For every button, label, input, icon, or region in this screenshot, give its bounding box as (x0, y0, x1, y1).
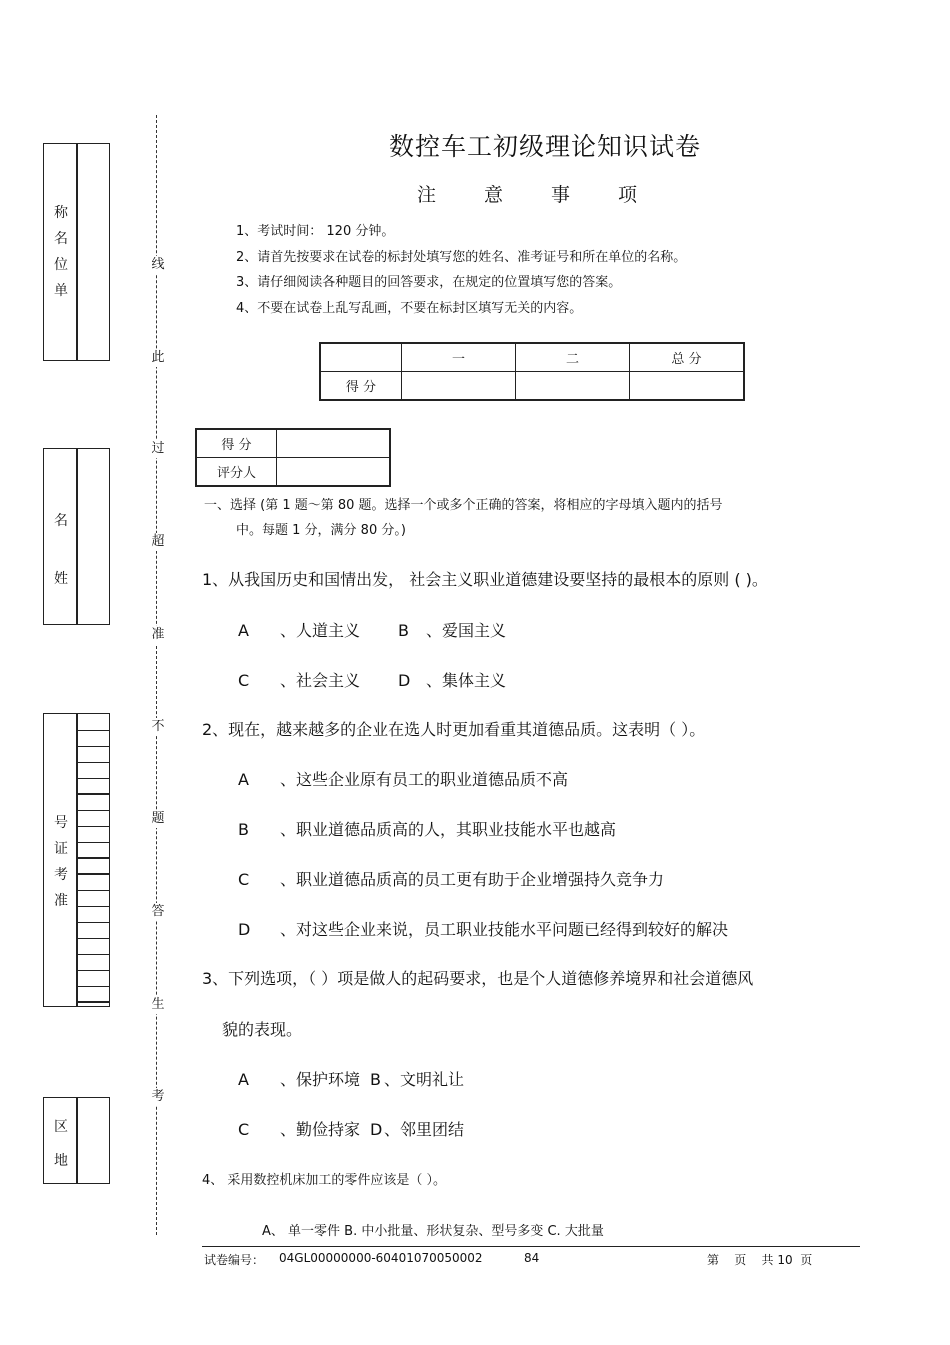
question-text: 4、 采用数控机床加工的零件应该是（ ）。 (202, 1173, 447, 1188)
option-text: 、职业道德品质高的员工更有助于企业增强持久竞争力 (280, 870, 665, 889)
seal-word: 考 (148, 1088, 168, 1106)
option-row: A、 单一零件 B. 中小批量、形状复杂、型号多变 C. 大批量 (262, 1224, 604, 1239)
option-text: 、这些企业原有员工的职业道德品质不高 (280, 770, 569, 789)
seal-word: 超 (148, 533, 168, 551)
option-letter: C (238, 1120, 250, 1139)
score-header-cell: 总 分 (630, 343, 745, 372)
grader-score-label: 得 分 (196, 429, 277, 458)
seal-word: 线 (148, 256, 168, 274)
seal-word: 生 (148, 996, 168, 1014)
option-letter: A (238, 770, 249, 789)
option-letter: C (238, 870, 250, 889)
score-table (319, 342, 745, 401)
option-letter: B (370, 1070, 381, 1089)
option-text: 、保护环境 (280, 1070, 361, 1089)
grader-table (195, 428, 391, 487)
option-row (238, 1067, 464, 1090)
option-row (238, 867, 664, 890)
question-text: 1、从我国历史和国情出发， 社会主义职业道德建设要坚持的最根本的原则 ( )。 (202, 570, 768, 589)
option-letter: A (238, 1070, 249, 1089)
score-cell[interactable] (516, 372, 630, 401)
option-letter: D (238, 920, 251, 939)
exam-id-digit-grid (76, 715, 110, 1005)
seal-word: 此 (148, 349, 168, 367)
notice-heading: 注 意 事 项 (416, 184, 644, 206)
option-row (238, 917, 728, 940)
notice-item: 4、不要在试卷上乱写乱画，不要在标封区填写无关的内容。 (236, 301, 583, 316)
section-instruction: 中。每题 1 分，满分 80 分。) (236, 523, 406, 538)
option-row (238, 767, 568, 790)
seal-word: 不 (148, 718, 168, 736)
option-text: 、人道主义 (280, 621, 361, 640)
option-letter: D (370, 1120, 383, 1139)
option-row (238, 668, 506, 691)
footer-code-value: 04GL00000000-60401070050002 (279, 1251, 483, 1265)
option-letter: B (238, 820, 249, 839)
option-text: 、社会主义 (280, 671, 361, 690)
section-instruction: 一、选择 (第 1 题～第 80 题。选择一个或多个正确的答案，将相应的字母填入题内的括号 (204, 498, 723, 513)
option-text: 、对这些企业来说，员工职业技能水平问题已经得到较好的解决 (280, 920, 729, 939)
footer-page-indicator: 第 页 共 10 页 (707, 1253, 813, 1267)
option-letter: C (238, 671, 250, 690)
option-row (238, 618, 506, 641)
region-label: 区 地 (54, 1119, 68, 1169)
option-text: 、爱国主义 (426, 621, 507, 640)
seal-word: 准 (148, 626, 168, 644)
unit-name-label: 称 名 位 单 (54, 205, 68, 299)
seal-dashed-line (156, 115, 157, 1235)
notice-item: 2、请首先按要求在试卷的标封处填写您的姓名、准考证号和所在单位的名称。 (236, 250, 687, 265)
grader-name-label: 评分人 (196, 458, 277, 487)
page-title: 数控车工初级理论知识试卷 (388, 132, 701, 161)
score-cell[interactable] (402, 372, 516, 401)
question-text: 2、现在，越来越多的企业在选人时更加看重其道德品质。这表明（ ）。 (202, 720, 706, 739)
notice-item: 3、请仔细阅读各种题目的回答要求，在规定的位置填写您的答案。 (236, 275, 622, 290)
score-header-cell: 一 (402, 343, 516, 372)
option-text: 、职业道德品质高的人，其职业技能水平也越高 (280, 820, 617, 839)
exam-id-label: 号 证 考 准 (54, 815, 68, 909)
score-header-cell: 二 (516, 343, 630, 372)
question-text: 3、下列选项，（ ）项是做人的起码要求，也是个人道德修养境界和社会道德风 (202, 969, 754, 988)
footer-code-label: 试卷编号： (204, 1253, 265, 1267)
question-text-continued: 貌的表现。 (222, 1020, 303, 1039)
seal-word: 答 (148, 903, 168, 921)
footer-divider (202, 1246, 860, 1247)
notice-item: 1、考试时间： 120 分钟。 (236, 224, 395, 239)
seal-word: 题 (148, 810, 168, 828)
option-letter: D (398, 671, 411, 690)
option-row (238, 1117, 464, 1140)
score-cell[interactable] (630, 372, 745, 401)
option-text: 、勤俭持家 (280, 1120, 361, 1139)
option-text: 、文明礼让 (384, 1070, 465, 1089)
option-row (238, 817, 616, 840)
student-name-label: 名 姓 (54, 513, 68, 587)
seal-word: 过 (148, 440, 168, 458)
option-letter: B (398, 621, 409, 640)
grader-score-cell[interactable] (277, 429, 391, 458)
footer-number: 84 (524, 1251, 540, 1265)
option-letter: A (238, 621, 249, 640)
score-header-cell (320, 343, 402, 372)
option-text: 、邻里团结 (384, 1120, 465, 1139)
option-text: 、集体主义 (426, 671, 507, 690)
grader-name-cell[interactable] (277, 458, 391, 487)
score-row-label: 得 分 (320, 372, 402, 401)
